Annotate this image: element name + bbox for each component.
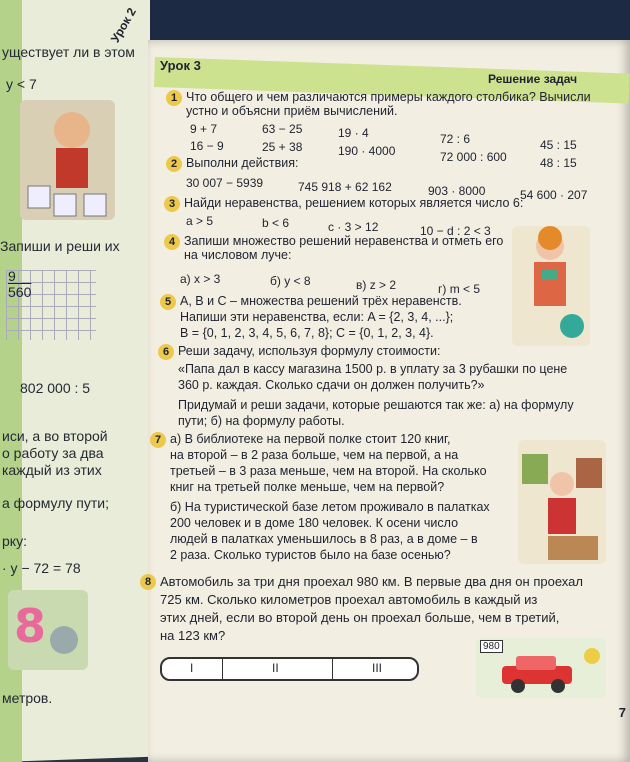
task-number-badge: 4 bbox=[164, 234, 180, 250]
expression: 745 918 + 62 162 bbox=[298, 180, 392, 194]
task-text: пути; б) на формулу работы. bbox=[178, 414, 345, 428]
task-text: A, B и C – множества решений трёх неравенств. bbox=[180, 294, 462, 308]
task-number-badge: 6 bbox=[158, 344, 174, 360]
left-text-line: уществует ли в этом bbox=[2, 44, 135, 60]
expression: 190 · 4000 bbox=[338, 144, 396, 158]
task-text: Запиши множество решений неравенства и отметь его bbox=[184, 234, 504, 248]
expression: а) x > 3 bbox=[180, 272, 221, 286]
squared-grid bbox=[6, 270, 96, 340]
section-title: Решение задач bbox=[488, 72, 578, 86]
left-text-line: о работу за два bbox=[2, 445, 104, 461]
expression: в) z > 2 bbox=[356, 278, 397, 292]
expression: 16 − 9 bbox=[190, 139, 224, 153]
task-text: Реши задачу, используя формулу стоимости: bbox=[178, 344, 441, 358]
left-text-line: метров. bbox=[2, 690, 53, 706]
task-text: устно и объясни приём вычислений. bbox=[186, 104, 398, 118]
task-text: 200 человек и в доме 180 человек. К осени число bbox=[170, 516, 459, 530]
svg-text:8: 8 bbox=[14, 599, 47, 653]
expression: 72 000 : 600 bbox=[440, 150, 507, 164]
task-number-badge: 7 bbox=[150, 432, 166, 448]
task-text: этих дней, если во второй день он проехал больше, чем в третий, bbox=[160, 610, 560, 625]
expression: 45 : 15 bbox=[540, 138, 577, 152]
pirate-picture bbox=[20, 100, 115, 220]
grid-number: 560 bbox=[8, 284, 32, 300]
left-text-line: иси, а во второй bbox=[2, 428, 108, 444]
task-text: третьей – в 3 раза меньше, чем на второй. На сколько bbox=[170, 464, 487, 478]
task-text: на 123 км? bbox=[160, 628, 226, 643]
task-text: «Папа дал в кассу магазина 1500 р. в уплату за 3 рубашки по цене bbox=[178, 362, 568, 376]
task-text: Выполни действия: bbox=[186, 156, 299, 170]
task-text: 2 раза. Сколько туристов было на базе осенью? bbox=[170, 548, 451, 562]
segment-label: II bbox=[272, 661, 279, 675]
segment-label: III bbox=[372, 661, 383, 675]
task-text: людей в палатках уменьшилось в 8 раз, а в доме – в bbox=[170, 532, 478, 546]
distance-sign: 980 bbox=[480, 640, 503, 653]
task-number-badge: 1 bbox=[166, 90, 182, 106]
mouse-with-eight-picture bbox=[8, 590, 88, 670]
task-text: 360 р. каждая. Сколько сдачи он должен получить?» bbox=[178, 378, 485, 392]
left-text-line: каждый из этих bbox=[2, 462, 102, 478]
task-text: на числовом луче: bbox=[184, 248, 292, 262]
expression: 54 600 · 207 bbox=[520, 188, 588, 202]
task-text: б) На туристической базе летом проживало в палатках bbox=[170, 500, 490, 514]
lesson-title: Урок 3 bbox=[160, 58, 201, 73]
task-text: на второй – в 2 раза больше, чем на первой, а на bbox=[170, 448, 459, 462]
task-text: книг на третьей полке меньше, чем на первой? bbox=[170, 480, 445, 494]
task-text: а) В библиотеке на первой полке стоит 120 книг, bbox=[170, 432, 451, 446]
task-text: Напиши эти неравенства, если: A = {2, 3, 4, ...}; bbox=[180, 310, 454, 324]
expression: 30 007 − 5939 bbox=[186, 176, 264, 190]
page-number: 7 bbox=[618, 705, 626, 720]
left-text-line: а формулу пути; bbox=[2, 495, 110, 511]
left-text-line: y < 7 bbox=[6, 76, 37, 92]
expression: г) m < 5 bbox=[438, 282, 481, 296]
expression: b < 6 bbox=[262, 216, 290, 230]
expression: 72 : 6 bbox=[440, 132, 471, 146]
task-text: B = {0, 1, 2, 3, 4, 5, 6, 7, 8}; C = {0, 1, 2, 3, 4}. bbox=[180, 326, 434, 340]
expression: 19 · 4 bbox=[338, 126, 369, 140]
expression: 10 − d : 2 < 3 bbox=[420, 224, 491, 238]
left-text-line: Запиши и реши их bbox=[0, 238, 120, 254]
task-text: 725 км. Сколько километров проехал автомобиль в каждый из bbox=[160, 592, 538, 607]
left-lesson-tab: Урок 2 bbox=[108, 5, 139, 45]
segment-divider bbox=[222, 659, 223, 679]
expression: 48 : 15 bbox=[540, 156, 577, 170]
task-text: Найди неравенства, решением которых является число 6: bbox=[184, 196, 524, 210]
clown-with-books-picture bbox=[518, 440, 606, 564]
expression: 903 · 8000 bbox=[428, 184, 486, 198]
task-text: Что общего и чем различаются примеры каждого столбика? Вычисли bbox=[186, 90, 591, 104]
expression: 25 + 38 bbox=[262, 140, 303, 154]
segment-label: I bbox=[190, 661, 194, 675]
task-number-badge: 2 bbox=[166, 156, 182, 172]
car-picture bbox=[476, 638, 606, 698]
left-text-line: рку: bbox=[2, 533, 27, 549]
expression: c · 3 > 12 bbox=[328, 220, 379, 234]
task-text: Автомобиль за три дня проехал 980 км. В первые два дня он проехал bbox=[160, 574, 583, 589]
task-number-badge: 8 bbox=[140, 574, 156, 590]
expression: б) y < 8 bbox=[270, 274, 311, 288]
expression: 63 − 25 bbox=[262, 122, 303, 136]
segment-divider bbox=[332, 659, 333, 679]
left-text-line: · y − 72 = 78 bbox=[2, 560, 81, 576]
task-number-badge: 5 bbox=[160, 294, 176, 310]
left-text-line: 802 000 : 5 bbox=[20, 380, 91, 396]
expression: 9 + 7 bbox=[190, 122, 218, 136]
task-number-badge: 3 bbox=[164, 196, 180, 212]
clown-with-parrot-picture bbox=[512, 226, 590, 346]
distance-segment-bar bbox=[160, 657, 419, 681]
expression: a > 5 bbox=[186, 214, 214, 228]
grid-number: 9 bbox=[8, 268, 16, 284]
task-text: Придумай и реши задачи, которые решаются так же: а) на формулу bbox=[178, 398, 574, 412]
